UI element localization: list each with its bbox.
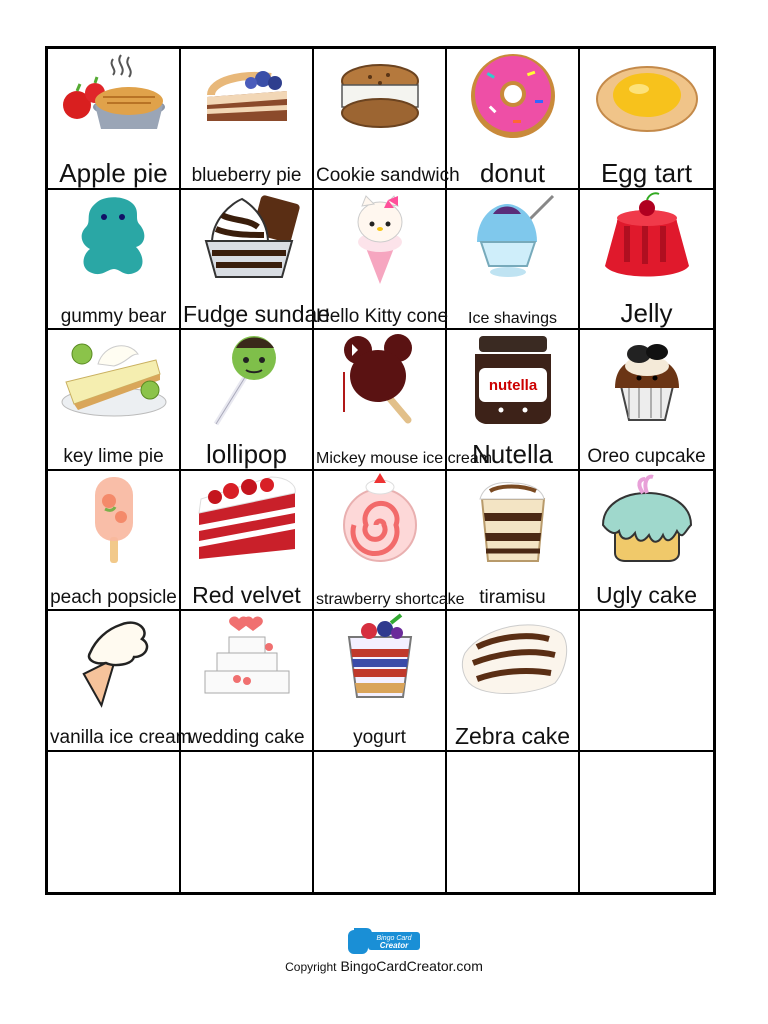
bingo-card-creator-logo — [346, 926, 422, 956]
cell-cookie-sandwich — [314, 49, 460, 190]
wedding-cake-icon — [195, 613, 299, 705]
cell-red-velvet — [181, 471, 314, 612]
blueberry-pie-icon — [197, 57, 297, 137]
cell-empty — [314, 752, 447, 893]
cell-empty — [580, 752, 713, 893]
svg-text:Creator: Creator — [379, 941, 409, 950]
cell-peach-popsicle — [48, 471, 181, 612]
cell-apple-pie — [48, 49, 181, 190]
tiramisu-icon — [468, 473, 558, 565]
cell-ugly-cake — [580, 471, 713, 612]
hello-kitty-cone-icon — [340, 192, 420, 284]
footer — [0, 926, 768, 961]
cell-tiramisu — [447, 471, 580, 612]
cell-label: Red velvet — [192, 582, 301, 609]
cell-empty — [181, 752, 314, 893]
mickey-ice-cream-icon — [330, 332, 430, 424]
zebra-cake-icon — [455, 613, 571, 705]
cell-zebra-cake — [447, 611, 580, 752]
peach-popsicle-icon — [79, 473, 149, 565]
copyright-line — [0, 958, 768, 974]
cell-label: Apple pie — [59, 157, 168, 188]
cell-label: wedding cake — [188, 727, 305, 749]
cell-fudge-sundae — [181, 190, 331, 331]
cell-blueberry-pie — [181, 49, 314, 190]
cell-vanilla-ice-cream — [48, 611, 192, 752]
cell-label: Egg tart — [600, 157, 693, 188]
cell-label: gummy bear — [60, 305, 167, 327]
cell-label: strawberry shortcake — [316, 590, 465, 608]
vanilla-cone-icon — [72, 613, 156, 705]
cell-label: Ugly cake — [596, 582, 697, 609]
cell-label: Mickey mouse ice cream — [316, 450, 493, 468]
lollipop-icon — [202, 332, 292, 424]
cell-label: Zebra cake — [454, 722, 571, 749]
apple-pie-icon — [59, 53, 169, 141]
cell-gummy-bear — [48, 190, 181, 331]
cell-jelly — [580, 190, 713, 331]
cookie-sandwich-icon — [330, 57, 430, 137]
cell-label: Ice shavings — [468, 309, 557, 327]
cell-empty — [48, 752, 181, 893]
copyright-link[interactable]: BingoCardCreator.com — [340, 958, 483, 974]
cell-label: Oreo cupcake — [587, 446, 706, 468]
cell-lollipop — [181, 330, 314, 471]
cell-label: Cookie sandwich — [316, 165, 460, 187]
cell-strawberry-shortcake — [314, 471, 465, 612]
yogurt-parfait-icon — [335, 613, 425, 705]
cell-label: Fudge sundae — [183, 301, 331, 328]
svg-text:Bingo Card: Bingo Card — [376, 935, 412, 942]
cell-label: yogurt — [353, 727, 406, 749]
jelly-icon — [597, 192, 697, 284]
key-lime-pie-icon — [58, 334, 170, 422]
cell-donut — [447, 49, 580, 190]
red-velvet-cake-icon — [191, 473, 303, 565]
cell-label: peach popsicle — [50, 586, 177, 608]
strawberry-roll-icon — [330, 473, 430, 565]
cell-label: tiramisu — [479, 586, 546, 608]
oreo-cupcake-icon — [599, 332, 695, 424]
cell-label: lollipop — [206, 438, 287, 469]
cell-label: donut — [479, 157, 546, 188]
donut-icon — [465, 52, 561, 142]
cell-ice-shavings — [447, 190, 580, 331]
egg-tart-icon — [595, 57, 699, 137]
cell-oreo-cupcake — [580, 330, 713, 471]
gummy-bear-icon — [74, 193, 154, 283]
cell-label: blueberry pie — [191, 165, 302, 187]
cell-label: vanilla ice cream — [50, 727, 192, 749]
cell-egg-tart — [580, 49, 713, 190]
cell-label: Hello Kitty cone — [316, 305, 449, 327]
cell-empty — [580, 611, 713, 752]
cell-key-lime-pie — [48, 330, 181, 471]
bingo-card-grid — [45, 46, 716, 895]
cell-hello-kitty-cone — [314, 190, 447, 331]
cell-empty — [447, 752, 580, 893]
cell-nutella — [447, 330, 580, 471]
cell-mickey-ice-cream — [314, 330, 493, 471]
ugly-cake-icon — [595, 473, 699, 565]
cell-yogurt — [314, 611, 447, 752]
fudge-sundae-icon — [192, 193, 302, 283]
copyright-prefix: Copyright — [285, 960, 337, 974]
cell-label: key lime pie — [63, 446, 164, 468]
ice-shavings-icon — [463, 192, 563, 284]
nutella-jar-icon — [465, 332, 561, 424]
cell-wedding-cake — [181, 611, 314, 752]
jar-text: nutella — [488, 377, 537, 394]
cell-label: Jelly — [620, 298, 673, 329]
cell-label: Nutella — [472, 438, 553, 469]
